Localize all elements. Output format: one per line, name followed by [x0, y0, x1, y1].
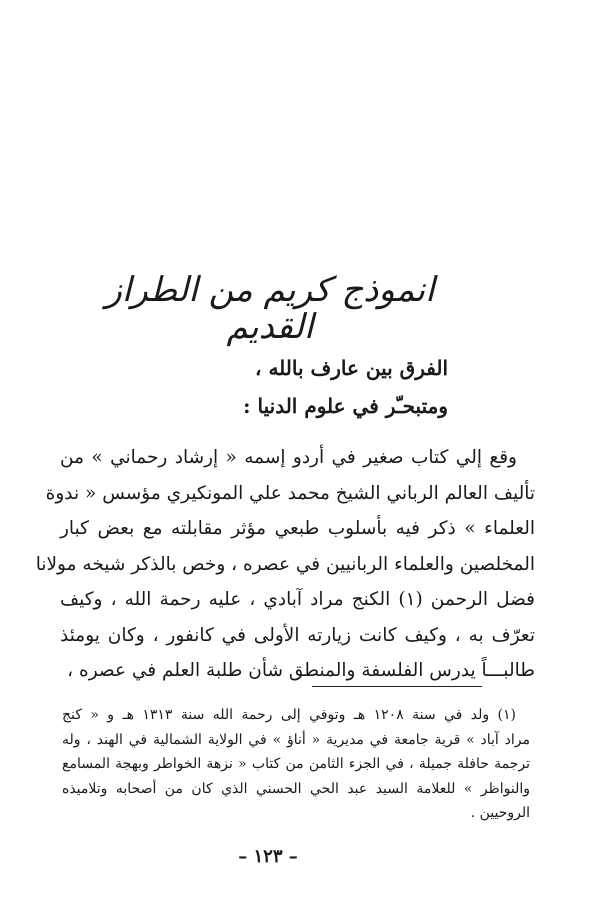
body-paragraph [35, 440, 535, 689]
footnote [62, 703, 530, 826]
footnote-line: ترجمة حافلة جميلة ، في الجزء الثامن من كتاب « نزهة الخواطر وبهجة المسامع [62, 756, 530, 772]
body-line: فضل الرحمن (١) الكنج مراد آبادي ، عليه رحمة الله ، وكيف [60, 589, 535, 610]
footnote-line: والنواظر » للعلامة السيد عبد الحي الحسني الذي كان من أصحابه وتلاميذه [62, 780, 530, 797]
section-heading-line-1: الفرق بين عارف بالله ، [255, 356, 448, 380]
page-number: – ١٢٣ – [238, 846, 298, 867]
body-line: تعرّف به ، وكيف كانت زيارته الأولى في كانفور ، وكان يومئذ [60, 624, 535, 646]
body-line: وقع إلي كتاب صغير في أردو إسمه « إرشاد رحماني » من [60, 447, 517, 468]
chapter-title: انموذج كريم من الطراز القديم [105, 270, 435, 348]
footnote-line: الروحيين . [470, 805, 530, 821]
body-line: طالبـــاً يدرس الفلسفة والمنطق شأن طلبة العلم في عصره ، [67, 660, 535, 681]
footnote-line: مراد آباد » قرية جامعة في مديرية « أناؤ » في الولاية الشمالية في الهند ، وله [62, 731, 530, 748]
body-line: تأليف العالم الرباني الشيخ محمد علي المونكيري مؤسس « ندوة [45, 482, 535, 504]
body-line: العلماء » ذكر فيه بأسلوب طبعي مؤثر مقابلته مع بعض كبار [60, 518, 535, 539]
footnote-line: (١) ولد في سنة ١٢٠٨ هـ وتوفي إلى رحمة الله سنة ١٣١٣ هـ و « كنج [62, 707, 517, 723]
body-line: المخلصين والعلماء الربانيين في عصره ، وخص بالذكر شيخه مولانا [35, 553, 535, 575]
section-heading-line-2: ومتبحـّر في علوم الدنيا : [243, 394, 448, 418]
footnote-divider [312, 686, 482, 687]
